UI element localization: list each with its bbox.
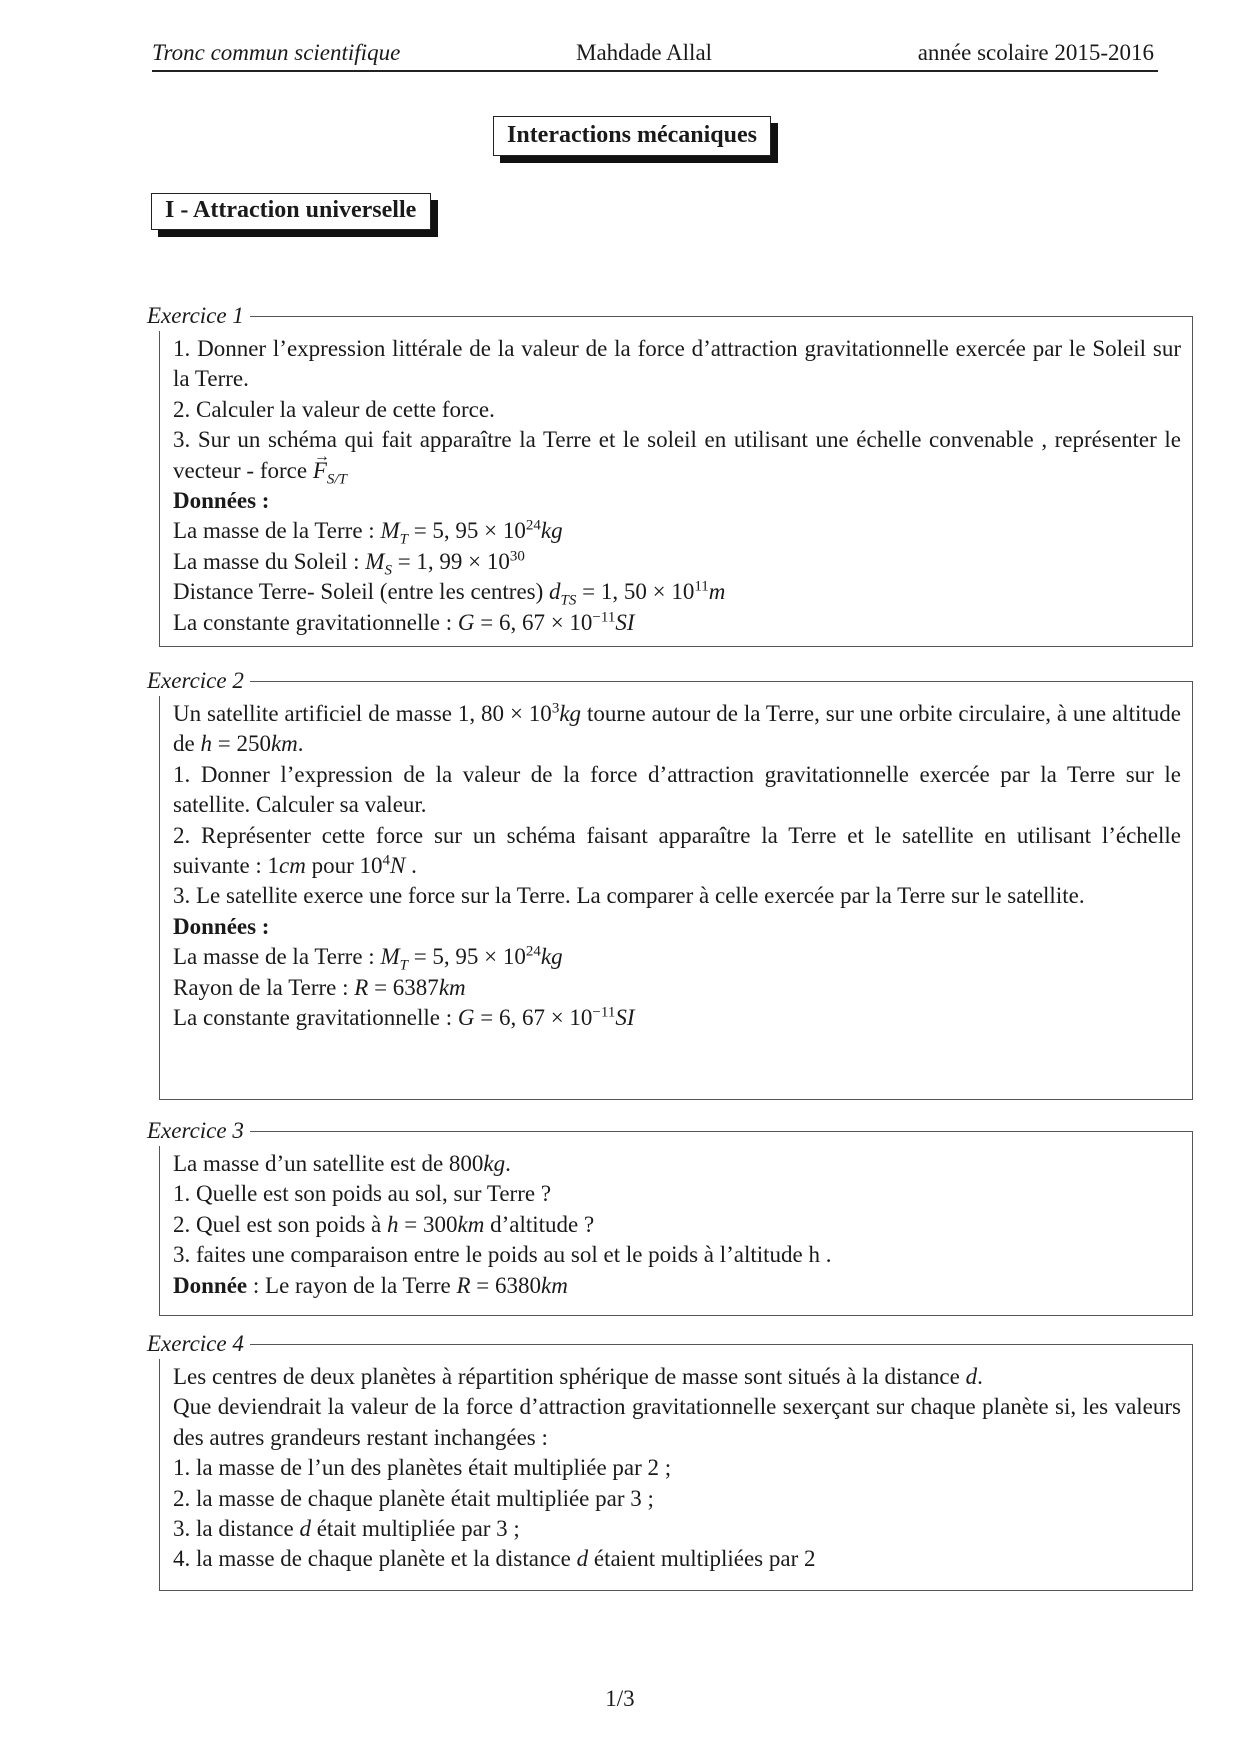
question-2: 2. Quel est son poids à h = 300km d’altitude ? bbox=[173, 1211, 595, 1237]
question-1: 1. la masse de l’un des planètes était multipliée par 2 ; bbox=[173, 1455, 672, 1481]
page-header bbox=[152, 38, 1158, 72]
question-1: 1. Donner l’expression de la valeur de la force d’attraction gravitationnelle exercée par la Terre sur le satellite. Calculer sa valeur. bbox=[173, 761, 1181, 818]
exercise-rule bbox=[267, 1344, 1193, 1345]
exercise-rule bbox=[267, 681, 1193, 682]
data-heading: Données : bbox=[173, 913, 270, 939]
data-earth-mass: La masse de la Terre : $M_T = 5$, $95 \times 10^{24}kg$ bbox=[173, 517, 563, 549]
exercise-3 bbox=[147, 1116, 1193, 1316]
exercise-4 bbox=[147, 1329, 1193, 1591]
force-vector: → F bbox=[313, 456, 327, 486]
question-1: 1. Quelle est son poids au sol, sur Terre ? bbox=[173, 1181, 552, 1207]
section-title: I - Attraction universelle bbox=[151, 193, 431, 230]
data-distance: Distance Terre- Soleil (entre les centres) $d_{TS} = 1$, $50 \times 10^{11}m$ bbox=[173, 578, 726, 609]
data-earth-radius: Rayon de la Terre : R = 6387km bbox=[173, 974, 466, 1000]
exercise-content bbox=[173, 699, 1181, 1033]
question-2: 2. Représenter cette force sur un schéma faisant apparaître la Terre et le satellite en utilisant l’échelle suivante : 1cm pour $10^4N$ . bbox=[173, 822, 1181, 879]
data-gravitational-constant: La constante gravitationnelle : G = 6, $67 \times 10^{-11}SI$ bbox=[173, 609, 635, 635]
exercise-2 bbox=[147, 666, 1193, 1100]
data-gravitational-constant: La constante gravitationnelle : G = 6, $67 \times 10^{-11}SI$ bbox=[173, 1004, 635, 1031]
question-3: 3. Sur un schéma qui fait apparaître la Terre et le soleil en utilisant une échelle convenable , représenter le vecteur - force → $F_{S/T}$ bbox=[173, 425, 1181, 486]
document-title: Interactions mécaniques bbox=[493, 116, 771, 156]
exercise-label: Exercice 3 bbox=[147, 1116, 250, 1146]
header-author: Mahdade Allal bbox=[576, 40, 713, 65]
data-sun-mass: La masse du Soleil : $M_S = 1$, $99 \times 10^{30}$ bbox=[173, 548, 525, 579]
exercise-content bbox=[173, 1149, 1181, 1301]
question-2: 2. Calculer la valeur de cette force. bbox=[173, 396, 495, 422]
exercise-label: Exercice 2 bbox=[147, 666, 250, 696]
data-heading: Données : bbox=[173, 488, 270, 514]
page-number: 1/3 bbox=[605, 1686, 635, 1711]
exercise-content bbox=[173, 1362, 1181, 1575]
exercise-intro-2: Que deviendrait la valeur de la force d’attraction gravitationnelle sexerçant sur chaque planète si, les valeurs des autres grandeurs restant inchangées : bbox=[173, 1394, 1181, 1450]
exercise-content bbox=[173, 334, 1181, 638]
question-3: 3. Le satellite exerce une force sur la Terre. La comparer à celle exercée par la Terre sur le satellite. bbox=[173, 883, 1085, 909]
question-3: 3. faites une comparaison entre le poids au sol et le poids à l’altitude h . bbox=[173, 1242, 832, 1268]
question-2: 2. la masse de chaque planète était multipliée par 3 ; bbox=[173, 1485, 654, 1511]
exercise-label: Exercice 4 bbox=[147, 1329, 250, 1359]
data-earth-mass: La masse de la Terre : $M_T = 5$, $95 \times 10^{24}kg$ bbox=[173, 943, 563, 974]
header-course: Tronc commun scientifique bbox=[152, 40, 401, 65]
question-4: 4. la masse de chaque planète et la distance d étaient multipliées par 2 bbox=[173, 1546, 816, 1572]
question-3: 3. la distance d était multipliée par 3 ; bbox=[173, 1516, 520, 1542]
question-1: 1. Donner l’expression littérale de la valeur de la force d’attraction gravitationnelle exercée par le Soleil sur la Terre. bbox=[173, 336, 1181, 392]
exercise-rule bbox=[267, 1131, 1193, 1132]
exercise-1 bbox=[147, 301, 1193, 647]
exercise-intro: Les centres de deux planètes à répartition sphérique de masse sont situés à la distance d. bbox=[173, 1364, 983, 1389]
exercise-rule bbox=[267, 316, 1193, 317]
exercise-intro: Un satellite artificiel de masse 1, $80 \times 10^3kg$ tourne autour de la Terre, sur une orbite circulaire, à une altitude de h = 250km. bbox=[173, 700, 1182, 757]
header-school-year: année scolaire 2015-2016 bbox=[917, 40, 1154, 65]
exercise-intro: La masse d’un satellite est de 800kg. bbox=[173, 1151, 511, 1176]
exercise-label: Exercice 1 bbox=[147, 301, 250, 331]
data-earth-radius: Donnée : Le rayon de la Terre R = 6380km bbox=[173, 1272, 568, 1298]
